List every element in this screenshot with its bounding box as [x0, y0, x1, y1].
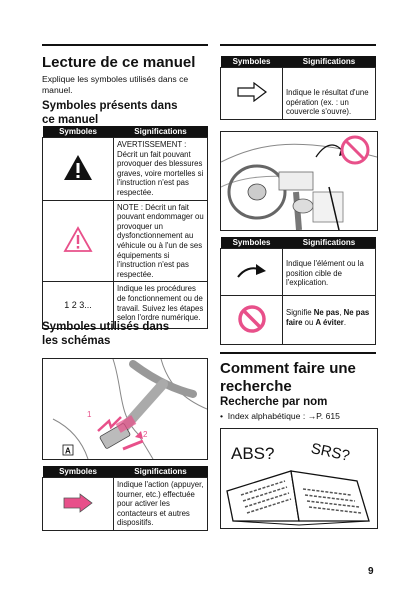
- symbols-table: [42, 126, 208, 329]
- meaning-cell: Indique l'élément ou la position cible de l'explication.: [283, 249, 376, 296]
- symbol-cell: [43, 200, 114, 282]
- figure-step-1: 1: [87, 410, 92, 419]
- meaning-cell: AVERTISSEMENT : Décrit un fait pouvant provoquer des blessures graves, voire mortelles si l'instruction n'est pas respectée.: [114, 138, 208, 201]
- meaning-cell: [283, 296, 376, 345]
- table-row: [43, 138, 208, 201]
- result-symbols-table: [220, 56, 376, 120]
- header-symbols: Symboles: [221, 237, 283, 249]
- meaning-cell: Indique l'action (appuyer, tourner, etc.) effectuée pour activer les contacteurs et autres dispositifs.: [114, 478, 208, 531]
- warning-triangle-icon: [63, 154, 93, 181]
- table-row: [221, 249, 376, 296]
- seatbelt-figure: [42, 358, 208, 460]
- section-title-symbols: Symboles présents dans ce manuel: [42, 100, 178, 126]
- header-meanings: Significations: [114, 126, 208, 138]
- page-number: 9: [368, 566, 374, 577]
- curved-arrow-icon: [236, 261, 268, 281]
- meaning-cell: NOTE : Décrit un fait pouvant endommager ou provoquer un dysfonctionnement au véhicule ou à l'un de ses équipements si l'instruction n'est pas respectée.: [114, 200, 208, 282]
- meaning-cell: Indique le résultat d'une opération (ex. : un couvercle s'ouvre).: [283, 68, 376, 120]
- table-row: [221, 68, 376, 120]
- meaning-emphasis: A éviter: [315, 317, 344, 327]
- book-figure: [220, 428, 378, 529]
- dashboard-illustration: [221, 132, 377, 230]
- symbol-cell: [221, 296, 283, 345]
- meaning-part: ou: [302, 317, 316, 327]
- bullet-text: Index alphabétique : →P. 615: [227, 411, 340, 421]
- table-row: [221, 296, 376, 345]
- seatbelt-illustration: [43, 359, 207, 459]
- header-symbols: Symboles: [221, 56, 283, 68]
- header-symbols: Symboles: [43, 466, 114, 478]
- meaning-part: .: [343, 317, 346, 327]
- header-symbols: Symboles: [43, 126, 114, 138]
- section-rule-right: [220, 352, 376, 354]
- top-rule-right: [220, 44, 376, 46]
- top-rule-left: [42, 44, 208, 46]
- prohibited-icon: [237, 304, 267, 334]
- book-word-srs: SRS?: [309, 439, 352, 465]
- book-word-abs: ABS?: [231, 444, 275, 463]
- header-meanings: Significations: [283, 56, 376, 68]
- meaning-cell: Indique les procédures de fonctionnement ou de travail. Suivez les étapes selon l'ordre numérique.: [114, 282, 208, 329]
- meaning-emphasis: Ne pas: [313, 308, 340, 317]
- symbol-cell: [43, 138, 114, 201]
- table-row: [43, 478, 208, 531]
- diagram-symbols-table: [42, 466, 208, 531]
- section-title-search: Comment faire une recherche: [220, 360, 356, 395]
- pink-arrow-icon: [62, 493, 94, 513]
- symbol-cell: [221, 68, 283, 120]
- symbol-cell: [43, 478, 114, 531]
- step-numbers-icon: 1 2 3...: [64, 299, 92, 310]
- meaning-part: ,: [339, 308, 344, 317]
- outline-arrow-icon: [236, 82, 268, 102]
- intro-text: Explique les symboles utilisés dans ce manuel.: [42, 74, 189, 95]
- dashboard-figure: [220, 131, 378, 231]
- header-meanings: Significations: [283, 237, 376, 249]
- meaning-part: Signifie: [286, 308, 314, 317]
- table-row: [43, 200, 208, 282]
- header-meanings: Significations: [114, 466, 208, 478]
- page-title: Lecture de ce manuel: [42, 54, 196, 71]
- target-symbols-table: [220, 237, 376, 345]
- caution-triangle-icon: [63, 226, 93, 253]
- symbol-cell: [221, 249, 283, 296]
- figure-label: A: [65, 446, 71, 456]
- section-title-diagrams: Symboles utilisés dans les schémas: [42, 321, 170, 347]
- book-illustration: [221, 429, 377, 528]
- subsection-title-name: Recherche par nom: [220, 396, 328, 408]
- figure-step-2: 2: [143, 430, 148, 439]
- meaning-emphasis: Ne pas faire: [286, 308, 370, 327]
- bullet-icon: •: [220, 411, 228, 421]
- bullet-index: [220, 411, 376, 422]
